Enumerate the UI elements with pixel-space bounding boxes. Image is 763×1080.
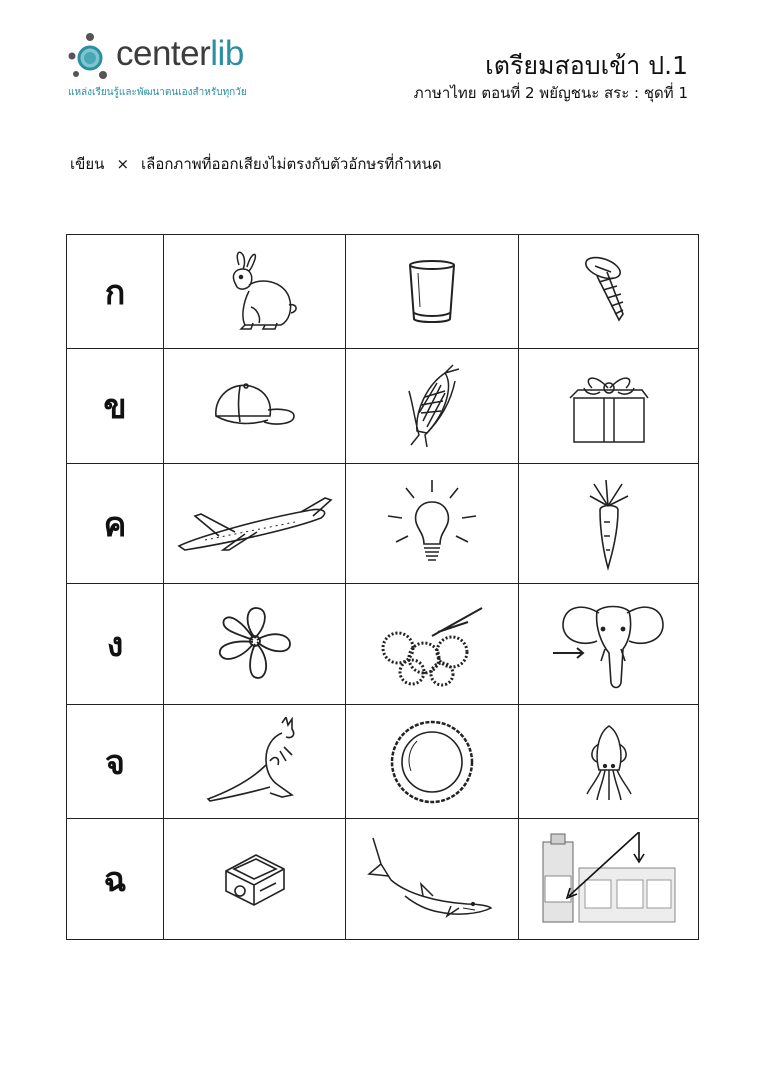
picture-cell-airplane[interactable] [164, 463, 346, 584]
letter-cell: ก [67, 235, 164, 349]
milk-bottles-icon [539, 832, 679, 927]
picture-cell-cap[interactable] [164, 349, 346, 463]
light-bulb-icon [382, 476, 482, 571]
instruction-label: เขียน [70, 155, 105, 173]
picture-cell-light-bulb[interactable] [346, 463, 519, 584]
gift-box-icon [564, 366, 654, 446]
kangaroo-icon [200, 717, 310, 807]
logo-tagline: แหล่งเรียนรู้และพัฒนาตนเองสำหรับทุกวัย [68, 87, 247, 98]
table-row [67, 704, 699, 818]
picture-cell-elephant[interactable] [519, 584, 699, 705]
picture-cell-flower[interactable] [164, 584, 346, 705]
squid-icon [579, 722, 639, 802]
letter-cell: ค [67, 463, 164, 584]
picture-cell-shark[interactable] [346, 819, 519, 940]
pencil-sharpener-icon [220, 847, 290, 912]
instruction-text: เลือกภาพที่ออกเสียงไม่ตรงกับตัวอักษรที่กำหนด [141, 155, 442, 173]
picture-cell-plate[interactable] [346, 704, 519, 818]
logo-molecule-icon [66, 32, 114, 82]
screw-icon [579, 254, 639, 329]
cross-mark: × [116, 155, 130, 173]
picture-cell-gift[interactable] [519, 349, 699, 463]
plate-icon [387, 717, 477, 807]
picture-cell-screw[interactable] [519, 235, 699, 349]
page-title: เตรียมสอบเข้า ป.1 [485, 51, 688, 80]
rabbit-icon [205, 247, 305, 337]
table-row [67, 584, 699, 705]
glass-icon [402, 257, 462, 327]
picture-cell-rambutan[interactable] [346, 584, 519, 705]
table-row [67, 819, 699, 940]
worksheet-table [66, 234, 699, 940]
instruction [70, 152, 442, 176]
table-row [67, 235, 699, 349]
table-row [67, 349, 699, 463]
table-row [67, 463, 699, 584]
elephant-icon [549, 597, 669, 692]
carrot-icon [584, 476, 634, 571]
airplane-icon [175, 494, 335, 554]
picture-cell-carrot[interactable] [519, 463, 699, 584]
corn-icon [397, 361, 467, 451]
letter-cell: ข [67, 349, 164, 463]
picture-cell-milk[interactable] [519, 819, 699, 940]
cap-icon [210, 376, 300, 436]
picture-cell-squid[interactable] [519, 704, 699, 818]
letter-cell: ฉ [67, 819, 164, 940]
shark-icon [367, 834, 497, 924]
flower-icon [210, 604, 300, 684]
picture-cell-sharpener[interactable] [164, 819, 346, 940]
rambutan-icon [372, 602, 492, 687]
letter-cell: ง [67, 584, 164, 705]
letter-cell: จ [67, 704, 164, 818]
picture-cell-kangaroo[interactable] [164, 704, 346, 818]
logo-wordmark: centerlib [116, 34, 244, 73]
page-subtitle: ภาษาไทย ตอนที่ 2 พยัญชนะ สระ : ชุดที่ 1 [413, 84, 688, 102]
picture-cell-glass[interactable] [346, 235, 519, 349]
logo [66, 30, 296, 100]
picture-cell-rabbit[interactable] [164, 235, 346, 349]
picture-cell-corn[interactable] [346, 349, 519, 463]
